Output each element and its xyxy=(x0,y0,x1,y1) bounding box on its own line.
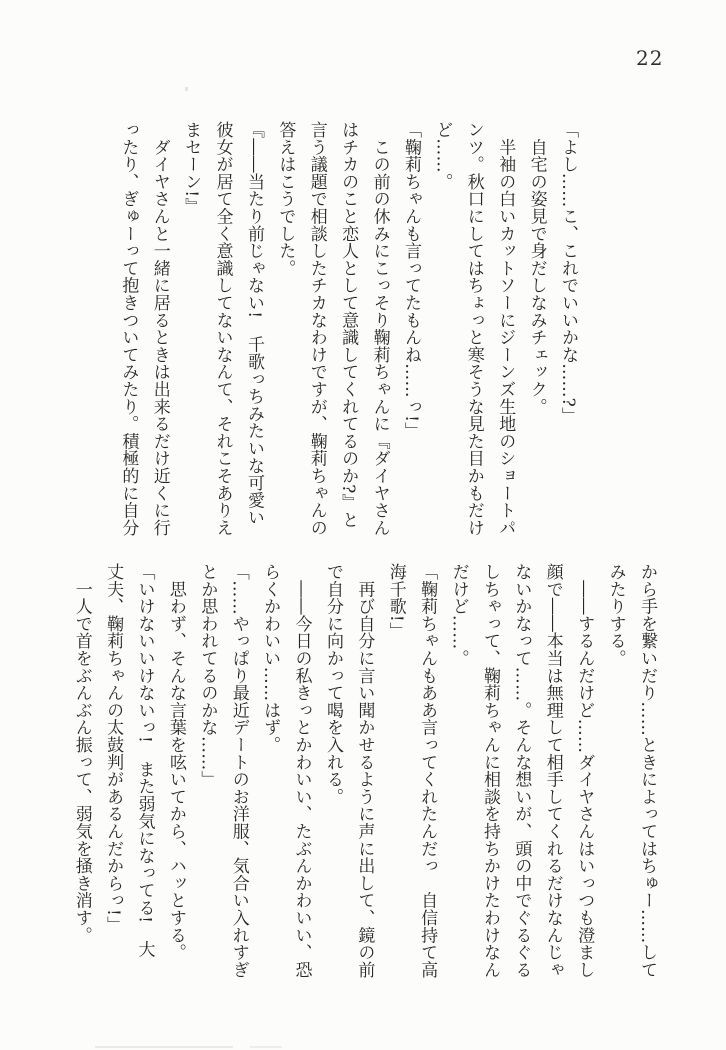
text-line: 「……やっぱり最近デートのお洋服、気合い入れすぎ xyxy=(228,563,249,979)
text-line: はチカのこと恋人として意識してくれてるのか?』と xyxy=(338,121,359,529)
text-line: 半袖の白いカットソーにジーンズ生地のショートパ xyxy=(495,121,516,537)
text-line: ど……。 xyxy=(432,121,453,191)
text-line: で自分に向かって喝を入れる。 xyxy=(322,563,343,806)
text-line: とか思われてるのかな……」 xyxy=(197,563,218,788)
scan-speck xyxy=(185,87,188,91)
scan-artifact-line xyxy=(95,1046,233,1048)
text-line: ンツ。秋口にしてはちょっと寒そうな見た目かもだけ xyxy=(463,121,484,537)
text-line: 言う議題で相談したチカなわけですが、鞠莉ちゃんの xyxy=(306,121,327,537)
scan-artifact-line xyxy=(250,1046,282,1048)
text-line: 「いけないいけないっ! また弱気になってる! 大 xyxy=(134,563,155,958)
text-line: 海千歌!」 xyxy=(385,563,406,640)
text-line: しちゃって、鞠莉ちゃんに相談を持ちかけたわけなん xyxy=(479,563,500,979)
text-line: だけど……。 xyxy=(448,563,469,667)
text-line: 「鞠莉ちゃんも言ってたもんね……っ!」 xyxy=(400,121,421,440)
text-line: 思わず、そんな言葉を呟いてから、ハッとする。 xyxy=(165,563,186,961)
text-line: ――するんだけど……ダイヤさんはいっつも澄まし xyxy=(574,563,595,979)
upper-text-block xyxy=(112,121,583,551)
text-line: ダイヤさんと一緒に居るときは出来るだけ近くに行 xyxy=(149,121,170,537)
text-line: 彼女が居て全く意識してないなんて、それこそありえ xyxy=(212,121,233,537)
text-line: ――今日の私きっとかわいい、たぶんかわいい、恐 xyxy=(291,563,312,979)
text-line: 再び自分に言い聞かせるように声に出して、鏡の前 xyxy=(354,563,375,979)
page-number: 22 xyxy=(636,46,664,70)
text-line: まセーン!』 xyxy=(181,121,202,215)
text-line: 「鞠莉ちゃんもああ言ってくれたんだっ 自信持て高 xyxy=(417,563,438,979)
text-line: 「よし……こ、これでいいかな……?」 xyxy=(558,121,578,425)
text-line: 自宅の姿見で身だしなみチェック。 xyxy=(526,121,547,416)
text-line: 一人で首をぶんぶん振って、弱気を掻き消す。 xyxy=(71,563,92,944)
text-line: ったり、ぎゅーって抱きついてみたり。積極的に自分 xyxy=(118,121,139,537)
text-line: から手を繋いだり……ときによってはちゅー……して xyxy=(637,563,657,979)
text-line: 『――当たり前じゃない! 千歌っちみたいな可愛い xyxy=(243,121,264,527)
lower-text-block xyxy=(65,563,662,997)
text-line: 顔で――本当は無理して相手してくれるだけなんじゃ xyxy=(542,563,563,979)
text-line: らくかわいい……はず。 xyxy=(260,563,281,754)
text-line: みたりする。 xyxy=(605,563,626,667)
text-line: ないかなって……。そんな想いが、頭の中でぐるぐる xyxy=(511,563,532,979)
text-line: この前の休みにこっそり鞠莉ちゃんに『ダイヤさん xyxy=(369,121,390,537)
text-line: 答えはこうでした。 xyxy=(275,121,296,277)
text-line: 丈夫、鞠莉ちゃんの太鼓判があるんだからっ!」 xyxy=(103,563,124,934)
